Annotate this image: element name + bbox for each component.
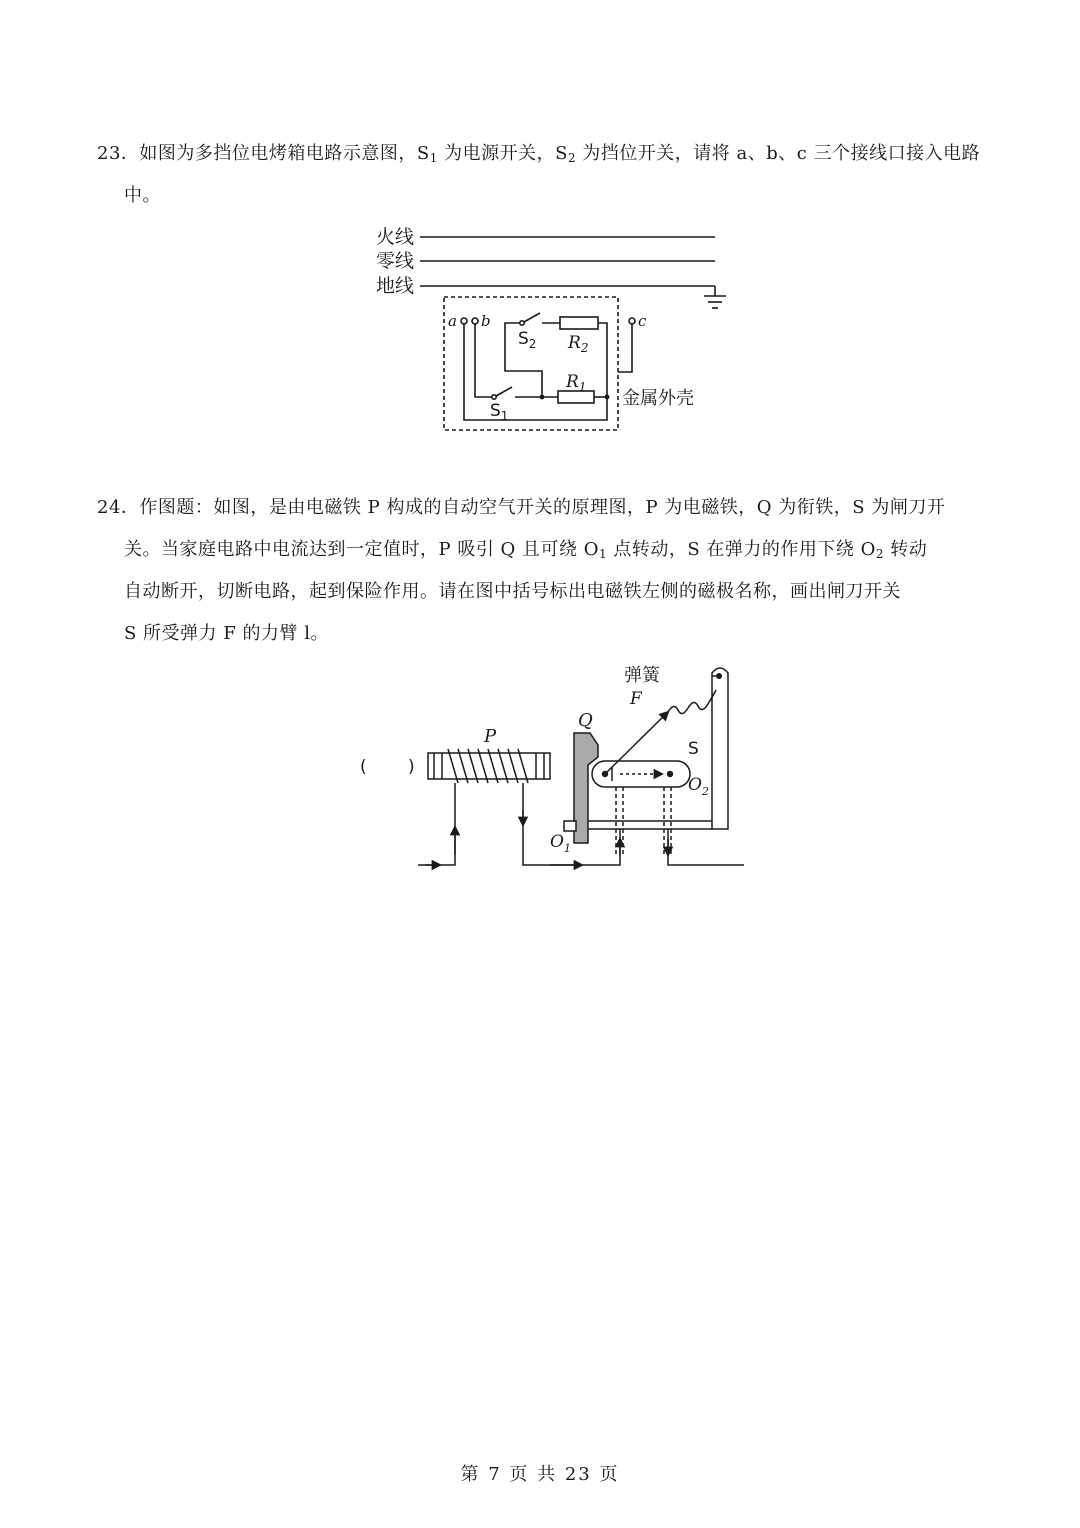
r2-label: $R_2$ (568, 333, 589, 355)
terminal-b-label: b (481, 312, 491, 330)
pole-bracket-close: ) (408, 757, 415, 777)
q24-line2-text-a: 关。当家庭电路中电流达到一定值时，P 吸引 Q 且可绕 O (124, 539, 600, 560)
switch-label-s: S (688, 739, 699, 759)
ground-label: 地线 (376, 275, 415, 297)
pivot-o1 (564, 821, 576, 831)
terminal-c (629, 318, 635, 324)
earth-symbol (704, 286, 726, 308)
q24-breaker-diagram (350, 655, 750, 875)
electromagnet-core (428, 753, 550, 779)
pivot-label-o1: $O_1$ (550, 832, 571, 855)
q24-line1: 24．作图题：如图，是由电磁铁 P 构成的自动空气开关的原理图，P 为电磁铁，Q 为衔铁，S 为闸刀开 (97, 497, 946, 518)
pole-bracket-open: ( (360, 757, 367, 777)
electromagnet-label-p: P (484, 726, 497, 747)
resistor-r2 (560, 317, 598, 329)
force-label-f: F (630, 689, 642, 709)
pivot-label-o2: $O_2$ (688, 775, 709, 798)
q24-line4: S 所受弹力 F 的力臂 l。 (124, 623, 329, 644)
resistor-r1 (558, 391, 594, 403)
spring-coil (668, 690, 716, 714)
q23-line1-text-a: 23．如图为多挡位电烤箱电路示意图，S (97, 143, 430, 164)
q24-sub-2: 2 (875, 547, 885, 561)
armature-q (574, 733, 598, 843)
q24-sub-1: 1 (599, 547, 608, 561)
neutral-label: 零线 (376, 250, 415, 272)
terminal-b (472, 318, 478, 324)
page-footer: 第 7 页 共 23 页 (460, 1464, 620, 1485)
q23-circuit-diagram (360, 220, 740, 440)
s1-label: $S_1$ (490, 401, 509, 423)
r1-label: $R_1$ (566, 372, 587, 394)
q24-line2 (124, 539, 927, 565)
terminal-c-label: c (638, 312, 647, 330)
s2-switch-blade (524, 313, 540, 322)
s1-switch-blade (496, 387, 512, 396)
spring-label: 弹簧 (624, 665, 660, 686)
q23-line1-text-c: 为挡位开关，请将 a、b、c 三个接线口接入电路 (576, 143, 981, 164)
s2-label: $S_2$ (518, 329, 537, 351)
q23-sub-1: 1 (429, 151, 438, 165)
q23-line2: 中。 (124, 185, 161, 206)
q24-line3: 自动断开，切断电路，起到保险作用。请在图中括号标出电磁铁左侧的磁极名称，画出闸刀开关 (124, 581, 901, 602)
q23-line1 (97, 143, 980, 169)
q24-line2-text-c: 转动 (884, 539, 928, 560)
live-label: 火线 (376, 226, 415, 248)
metal-shell-label: 金属外壳 (622, 388, 694, 409)
terminal-a-label: a (448, 312, 457, 330)
terminal-a (461, 318, 467, 324)
q24-line2-text-b: 点转动，S 在弹力的作用下绕 O (607, 539, 876, 560)
q23-sub-2: 2 (567, 151, 577, 165)
q23-line1-text-b: 为电源开关，S (437, 143, 568, 164)
armature-label-q: Q (578, 710, 593, 731)
